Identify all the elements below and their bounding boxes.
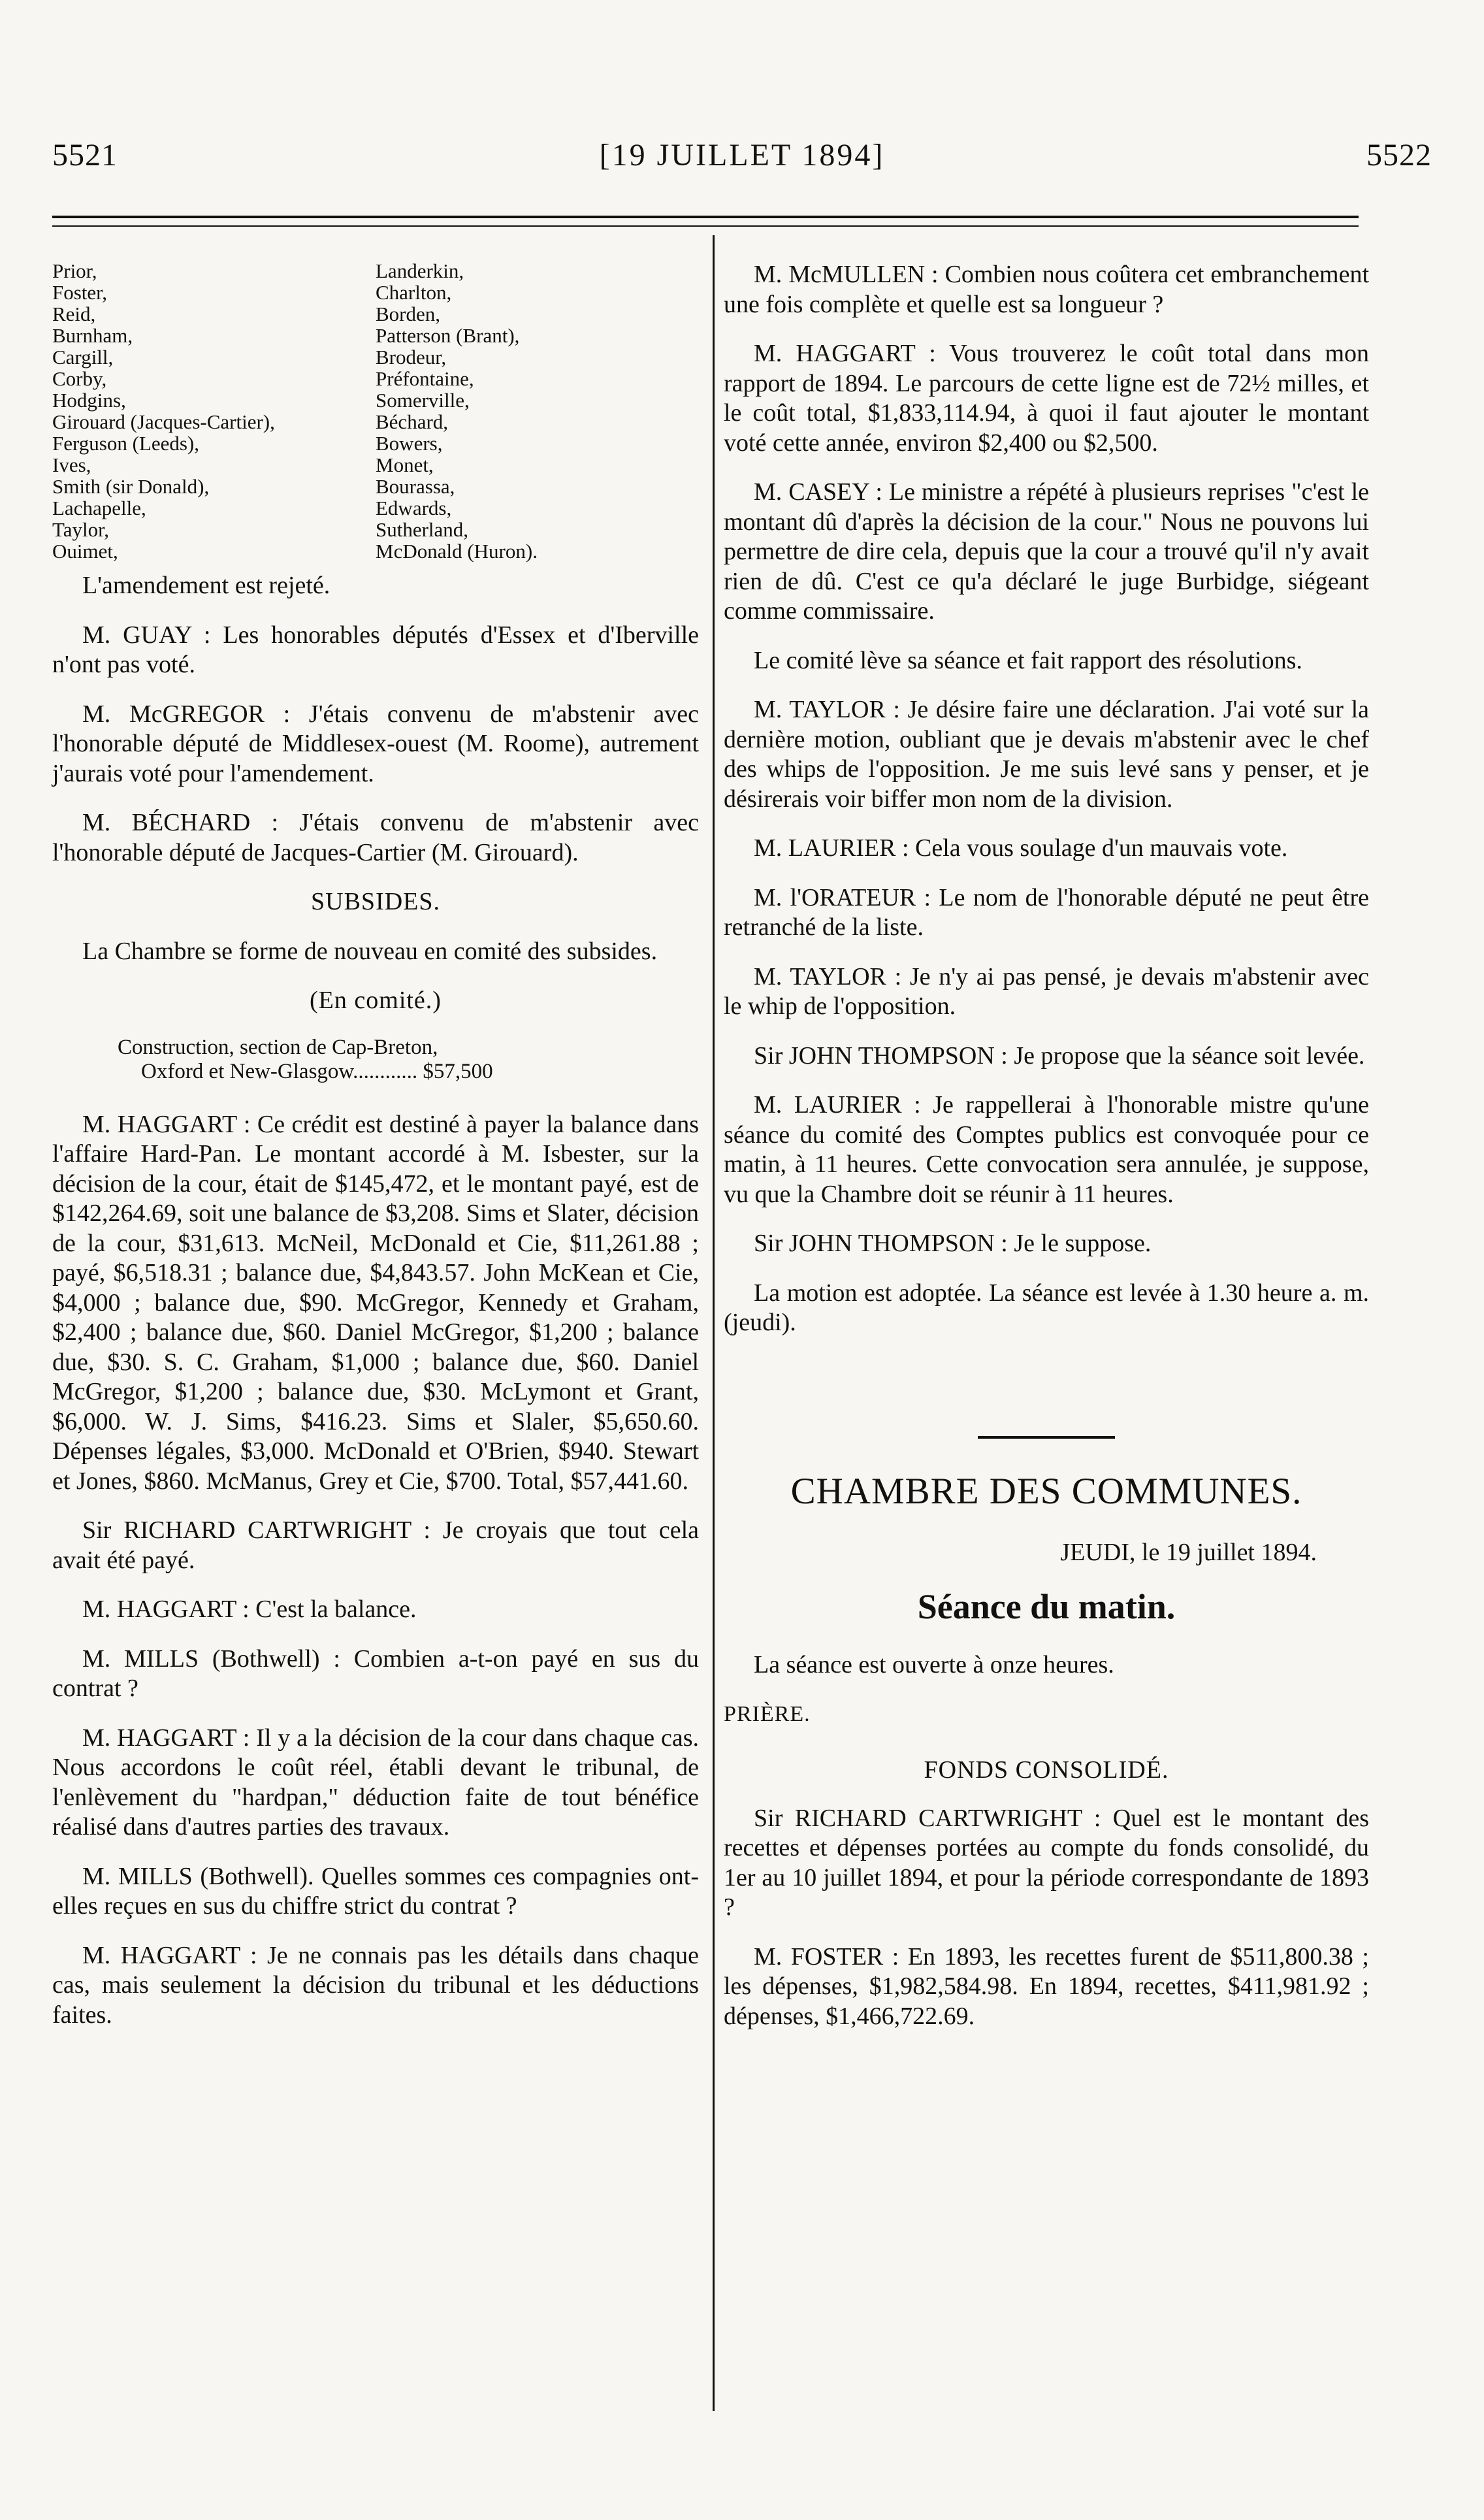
column-divider bbox=[713, 235, 715, 2411]
vote-names-col1 bbox=[52, 260, 376, 562]
paragraph-cartwright-1: Sir RICHARD CARTWRIGHT : Je croyais que tout cela avait été payé. bbox=[52, 1516, 699, 1574]
vote-name: Ives, bbox=[52, 453, 91, 476]
left-column bbox=[52, 260, 699, 2050]
session-date: JEUDI, le 19 juillet 1894. bbox=[1060, 1538, 1317, 1566]
paragraph-motion-adoptee: La motion est adoptée. La séance est levée à 1.30 heure a. m. (jeudi). bbox=[724, 1279, 1369, 1336]
budget-item bbox=[52, 1036, 699, 1084]
vote-name: Hodgins, bbox=[52, 389, 126, 412]
budget-item-line1: Construction, section de Cap-Breton, bbox=[118, 1035, 438, 1059]
header-rule-thick bbox=[52, 216, 1359, 218]
vote-name: Monet, bbox=[376, 453, 434, 476]
vote-name: Bourassa, bbox=[376, 475, 455, 498]
page-number-right: 5522 bbox=[1366, 138, 1432, 172]
paragraph-chambre-comite: La Chambre se forme de nouveau en comité des subsides. bbox=[82, 937, 658, 965]
budget-item-line2: Oxford et New-Glasgow............ $57,500 bbox=[141, 1059, 493, 1083]
vote-name: Patterson (Brant), bbox=[376, 324, 520, 347]
vote-name: Taylor, bbox=[52, 518, 109, 541]
paragraph-haggart-3: M. HAGGART : Il y a la décision de la cour dans chaque cas. Nous accordons le coût réel, établi devant le tribunal, de l'enlèvement du "hardpan," déduction faite de tout bénéfice réalisé dans d'autres parties des travaux. bbox=[52, 1724, 699, 1841]
vote-name: Corby, bbox=[52, 367, 107, 390]
vote-names-list bbox=[52, 260, 627, 562]
vote-name: McDonald (Huron). bbox=[376, 540, 538, 563]
paragraph-haggart-5: M. HAGGART : Vous trouverez le coût total dans mon rapport de 1894. Le parcours de cette ligne est de 72½ milles, et le coût total, $1,833,114.94, à quoi il faut ajouter le montant voté cette année, environ $2,400 ou $2,500. bbox=[724, 340, 1369, 457]
vote-name: Reid, bbox=[52, 303, 96, 325]
vote-names-col2 bbox=[376, 260, 627, 562]
vote-name: Somerville, bbox=[376, 389, 470, 412]
paragraph-thompson-2: Sir JOHN THOMPSON : Je le suppose. bbox=[754, 1230, 1152, 1257]
vote-name: Prior, bbox=[52, 259, 97, 282]
chambre-heading: CHAMBRE DES COMMUNES. bbox=[790, 1470, 1302, 1512]
vote-name: Ouimet, bbox=[52, 540, 118, 563]
paragraph-casey: M. CASEY : Le ministre a répété à plusieurs reprises "c'est le montant dû d'après la décision de la cour." Nous ne pouvons lui permettre de dire cela, depuis que la cour a trouvé qu'il n'y avait rien de dû. C'est ce qu'a déclaré le juge Burbidge, siégeant comme commissaire. bbox=[724, 478, 1369, 625]
paragraph-laurier-2: M. LAURIER : Je rappellerai à l'honorable mistre qu'une séance du comité des Comptes publics est convoquée pour ce matin, à 11 heures. Cette convocation sera annulée, je suppose, vu que la Chambre doit se réunir à 11 heures. bbox=[724, 1091, 1369, 1208]
paragraph-haggart-1: M. HAGGART : Ce crédit est destiné à payer la balance dans l'affaire Hard-Pan. Le montant accordé à M. Isbester, sur la décision de la cour, était de $145,472, et le montant payé, est de $142,264.69, soit une balance de $3,208. Sims et Slater, décision de la cour, $31,613. McNeil, McDonald et Cie, $11,261.88 ; payé, $6,518.31 ; balance due, $4,843.57. John McKean et Cie, $4,000 ; balance due, $90. McGregor, Kennedy et Graham, $2,400 ; balance due, $60. Daniel McGregor, $1,200 ; balance due, $30. S. C. Graham, $1,000 ; balance due, $60. Daniel McGregor, $1,200 ; balance due, $30. McLymont et Grant, $6,000. W. J. Sims, $416.23. Sims et Slaler, $5,650.60. Dépenses légales, $3,000. McDonald et O'Brien, $940. Stewart et Jones, $860. McManus, Grey et Cie, $700. Total, $57,441.60. bbox=[52, 1110, 699, 1495]
paragraph-mcmullen: M. McMULLEN : Combien nous coûtera cet embranchement une fois complète et quelle est sa longueur ? bbox=[724, 261, 1369, 318]
paragraph-comite-leve: Le comité lève sa séance et fait rapport des résolutions. bbox=[754, 646, 1302, 674]
fonds-consolide-heading: FONDS CONSOLIDÉ. bbox=[924, 1756, 1169, 1784]
paragraph-thompson-1: Sir JOHN THOMPSON : Je propose que la séance soit levée. bbox=[754, 1041, 1365, 1070]
paragraph-guay: M. GUAY : Les honorables députés d'Essex et d'Iberville n'ont pas voté. bbox=[52, 621, 699, 678]
paragraph-haggart-4: M. HAGGART : Je ne connais pas les détails dans chaque cas, mais seulement la décision du tribunal et les déductions faites. bbox=[52, 1941, 699, 2029]
vote-name: Foster, bbox=[52, 281, 108, 304]
paragraph-laurier-1: M. LAURIER : Cela vous soulage d'un mauvais vote. bbox=[754, 834, 1288, 862]
vote-name: Brodeur, bbox=[376, 346, 447, 368]
section-separator bbox=[978, 1436, 1115, 1439]
paragraph-taylor-1: M. TAYLOR : Je désire faire une déclaration. J'ai voté sur la dernière motion, oubliant que je devais m'abstenir avec le chef des whips de l'opposition. Je me suis levé sans y penser, et je désirerais voir biffer mon nom de la division. bbox=[724, 696, 1369, 813]
vote-name: Burnham, bbox=[52, 324, 133, 347]
paragraph-taylor-2: M. TAYLOR : Je n'y ai pas pensé, je devais m'abstenir avec le whip de l'opposition. bbox=[724, 962, 1369, 1020]
header-rule-thin bbox=[52, 225, 1359, 227]
vote-name: Sutherland, bbox=[376, 518, 469, 541]
section-heading-en-comite: (En comité.) bbox=[310, 987, 442, 1014]
vote-name: Borden, bbox=[376, 303, 441, 325]
vote-name: Smith (sir Donald), bbox=[52, 475, 210, 498]
vote-name: Préfontaine, bbox=[376, 367, 474, 390]
vote-name: Lachapelle, bbox=[52, 497, 146, 519]
vote-name: Girouard (Jacques-Cartier), bbox=[52, 410, 275, 433]
paragraph-mills-2: M. MILLS (Bothwell). Quelles sommes ces compagnies ont-elles reçues en sus du chiffre strict du contrat ? bbox=[52, 1862, 699, 1920]
vote-name: Ferguson (Leeds), bbox=[52, 432, 199, 455]
vote-name: Béchard, bbox=[376, 410, 449, 433]
vote-name: Bowers, bbox=[376, 432, 443, 455]
paragraph-cartwright-2: Sir RICHARD CARTWRIGHT : Quel est le montant des recettes et dépenses portées au compte du fonds consolidé, du 1er au 10 juillet 1894, et pour la période correspondante de 1893 ? bbox=[724, 1804, 1369, 1921]
page-number-left: 5521 bbox=[52, 138, 118, 172]
page-date-header: [19 JUILLET 1894] bbox=[599, 138, 885, 172]
paragraph-foster: M. FOSTER : En 1893, les recettes furent de $511,800.38 ; les dépenses, $1,982,584.98. En 1894, recettes, $411,981.92 ; dépenses, $1,466,722.69. bbox=[724, 1942, 1369, 2030]
paragraph-amendment-rejected: L'amendement est rejeté. bbox=[82, 572, 331, 599]
vote-name: Edwards, bbox=[376, 497, 452, 519]
vote-name: Landerkin, bbox=[376, 259, 464, 282]
priere-label: PRIÈRE. bbox=[724, 1702, 811, 1726]
vote-name: Charlton, bbox=[376, 281, 452, 304]
section-heading-subsides: SUBSIDES. bbox=[311, 888, 440, 915]
paragraph-orateur: M. l'ORATEUR : Le nom de l'honorable député ne peut être retranché de la liste. bbox=[724, 883, 1369, 941]
paragraph-seance-ouverte: La séance est ouverte à onze heures. bbox=[754, 1650, 1114, 1678]
seance-heading: Séance du matin. bbox=[917, 1586, 1176, 1626]
paragraph-haggart-2: M. HAGGART : C'est la balance. bbox=[82, 1595, 417, 1623]
paragraph-mills-1: M. MILLS (Bothwell) : Combien a-t-on payé en sus du contrat ? bbox=[52, 1645, 699, 1702]
paragraph-bechard: M. BÉCHARD : J'étais convenu de m'abstenir avec l'honorable député de Jacques-Cartier (M. Girouard). bbox=[52, 809, 699, 866]
right-column bbox=[724, 260, 1369, 2051]
paragraph-mcgregor: M. McGREGOR : J'étais convenu de m'abstenir avec l'honorable député de Middlesex-ouest (M. Roome), autrement j'aurais voté pour l'amendement. bbox=[52, 700, 699, 787]
vote-name: Cargill, bbox=[52, 346, 114, 368]
